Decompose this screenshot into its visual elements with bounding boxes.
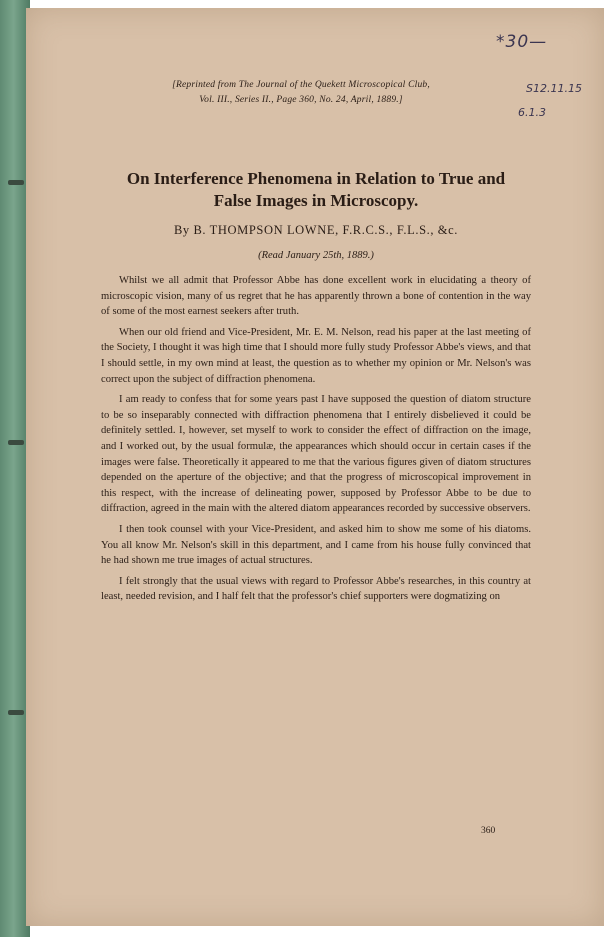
- binding-stitch: [8, 710, 24, 715]
- handwritten-ref: S12.11.15: [526, 82, 582, 95]
- title-line: False Images in Microscopy.: [213, 191, 419, 210]
- paragraph: Whilst we all admit that Professor Abbe has done excellent work in elucidating a theory of microscopic vision, many of us regret that he has apparently thrown a bone of contention in the way of some of the most earnest seekers after truth.: [101, 275, 531, 318]
- title-line: On Interference Phenomena in Relation to True and: [126, 169, 506, 188]
- paragraph: I felt strongly that the usual views with regard to Professor Abbe's researches, in this country at least, needed revision, and I half felt that the professor's chief supporters were dogmatizing on: [101, 575, 531, 603]
- read-date: (Read January 25th, 1889.): [258, 250, 374, 261]
- binding-stitch: [8, 180, 24, 185]
- paragraph: When our old friend and Vice-President, Mr. E. M. Nelson, read his paper at the last meeting of the Society, I thought it was high time that I should more fully study Professor Abbe's views, and that I should settle, in my own mind at least, the question as to whether my opinion or Mr. Nelson's was correct upon the subject of diffraction phenomena.: [101, 326, 531, 385]
- page-number: 360: [481, 826, 496, 836]
- reprint-notice: [86, 78, 516, 108]
- handwritten-price: *30—: [496, 32, 548, 52]
- paragraph: I am ready to confess that for some years past I have supposed the question of diatom structure to be so inseparably connected with diffraction phenomena that I entirely disbelieved it could be definitely settled. I, however, set myself to work to consider the effect of diffraction on the image, and I worked out, by the usual formulæ, the appearances which should occur in certain cases if the images were false. Theoretically it appeared to me that the various figures given of diatom structures depended on the aperture of the objective; and that the progress of microscopical improvement in this respect, with the increase of delineating power, supposed by Professor Abbe to be due to diffraction, agreed in the main with the altered diatom appearances recorded by successive observers.: [101, 394, 531, 515]
- handwritten-ref: 6.1.3: [518, 106, 546, 119]
- reprint-line: [Reprinted from The Journal of the Quekett Microscopical Club,: [172, 80, 430, 90]
- binding-stitch: [8, 440, 24, 445]
- reprint-line: Vol. III., Series II., Page 360, No. 24, April, 1889.]: [199, 95, 403, 105]
- author-byline: By B. THOMPSON LOWNE, F.R.C.S., F.L.S., &c.: [173, 223, 459, 237]
- article-body: [101, 273, 531, 610]
- article-title: [96, 168, 536, 212]
- paragraph: I then took counsel with your Vice-President, and asked him to show me some of his diatoms. You all know Mr. Nelson's skill in this department, and I came from his house fully convinced that he had shown me true images of actual structures.: [101, 523, 531, 567]
- document-page: [26, 8, 604, 926]
